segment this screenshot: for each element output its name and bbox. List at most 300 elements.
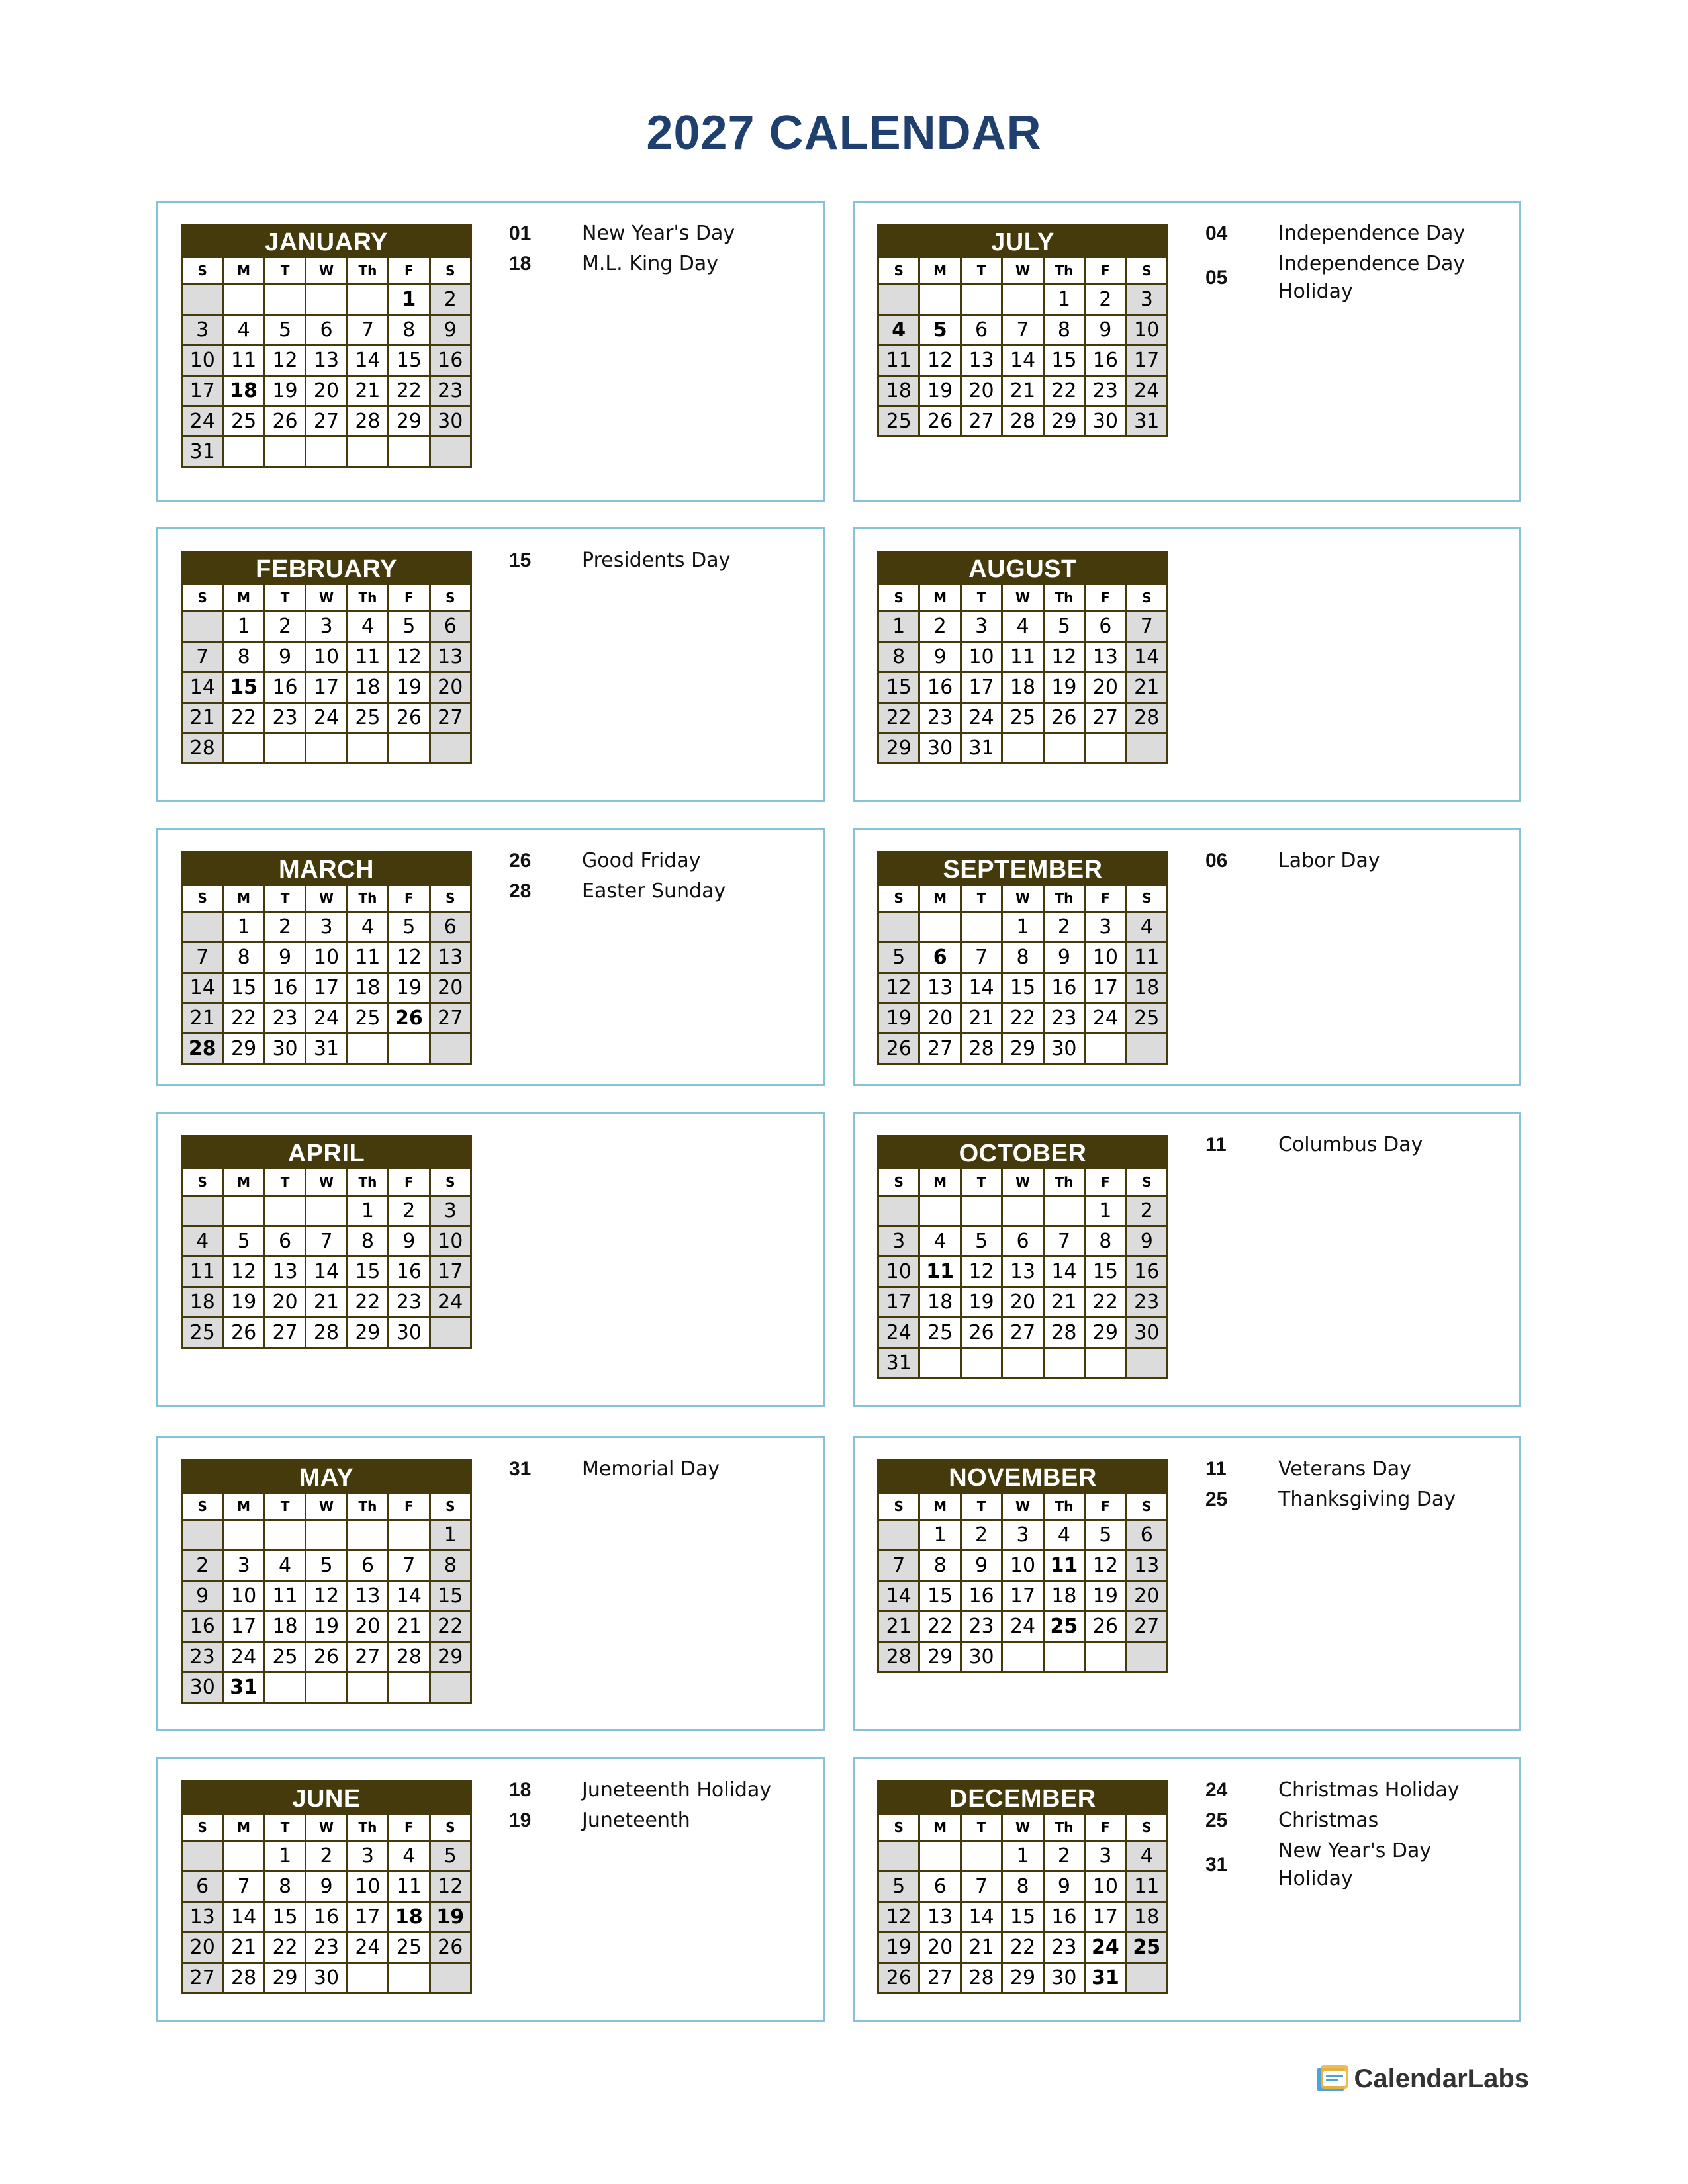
holiday-name: Veterans Day [1278, 1457, 1412, 1480]
day-cell: 22 [920, 1612, 959, 1641]
day-cell: 11 [879, 346, 918, 375]
empty-day-cell [265, 1673, 305, 1702]
day-cell: 16 [306, 1903, 346, 1931]
day-cell: 16 [920, 673, 959, 702]
month-panel-november [853, 1436, 1521, 1731]
day-cell: 31 [224, 1673, 263, 1702]
day-cell: 24 [879, 1318, 918, 1347]
day-cell: 5 [1045, 612, 1084, 641]
weekday-header: T [265, 585, 305, 610]
day-cell: 23 [389, 1288, 428, 1316]
empty-day-cell [183, 913, 222, 941]
day-cell: 31 [1127, 407, 1166, 435]
day-cell: 26 [962, 1318, 1001, 1347]
day-cell: 9 [183, 1582, 222, 1610]
day-cell: 26 [879, 1964, 918, 1992]
day-cell: 8 [1045, 316, 1084, 344]
empty-day-cell [879, 1521, 918, 1549]
day-grid [877, 1494, 1168, 1673]
holiday-item [509, 878, 810, 905]
day-cell: 27 [1127, 1612, 1166, 1641]
holiday-item [509, 547, 810, 574]
weekday-header: S [1127, 258, 1166, 283]
day-cell: 14 [962, 1903, 1001, 1931]
day-cell: 4 [1003, 612, 1042, 641]
holiday-name: Christmas Holiday [1278, 1778, 1460, 1801]
day-cell: 4 [1127, 1842, 1166, 1870]
weekday-header: W [306, 585, 346, 610]
weekday-header: T [265, 1494, 305, 1519]
month-panel-june [156, 1757, 825, 2022]
day-cell: 2 [306, 1842, 346, 1870]
day-cell: 19 [962, 1288, 1001, 1316]
weekday-header: S [1127, 1169, 1166, 1195]
day-cell: 30 [1045, 1964, 1084, 1992]
day-cell: 14 [348, 346, 387, 375]
day-cell: 9 [431, 316, 470, 344]
day-cell: 10 [962, 643, 1001, 671]
mini-calendar [877, 1780, 1168, 1994]
empty-day-cell [306, 1521, 346, 1549]
day-cell: 15 [1086, 1257, 1125, 1286]
day-cell: 2 [962, 1521, 1001, 1549]
day-cell: 15 [1045, 346, 1084, 375]
day-cell: 26 [265, 407, 305, 435]
day-cell: 22 [1003, 1933, 1042, 1962]
weekday-header: Th [348, 886, 387, 911]
mini-calendar [181, 551, 472, 764]
holiday-item [509, 220, 810, 248]
weekday-header: S [183, 585, 222, 610]
empty-day-cell [389, 1673, 428, 1702]
day-cell: 15 [265, 1903, 305, 1931]
day-cell: 15 [348, 1257, 387, 1286]
empty-day-cell [389, 1034, 428, 1063]
month-panel-september [853, 828, 1521, 1086]
day-cell: 3 [879, 1227, 918, 1255]
day-cell: 19 [306, 1612, 346, 1641]
day-cell: 20 [920, 1004, 959, 1032]
month-name: JULY [877, 224, 1168, 258]
day-cell: 30 [1127, 1318, 1166, 1347]
day-cell: 15 [920, 1582, 959, 1610]
day-cell: 17 [431, 1257, 470, 1286]
weekday-header: F [1086, 585, 1125, 610]
holiday-list [509, 220, 810, 281]
day-cell: 27 [306, 407, 346, 435]
day-cell: 6 [348, 1551, 387, 1580]
mini-calendar [877, 1459, 1168, 1673]
empty-day-cell [306, 1197, 346, 1225]
mini-calendar [181, 1135, 472, 1349]
holiday-item [1205, 1776, 1506, 1804]
weekday-header: T [265, 886, 305, 911]
weekday-header: Th [1045, 1494, 1084, 1519]
day-cell: 19 [920, 377, 959, 405]
empty-day-cell [348, 734, 387, 762]
holiday-name: Easter Sunday [582, 880, 726, 903]
day-cell: 25 [1127, 1933, 1166, 1962]
day-cell: 29 [348, 1318, 387, 1347]
empty-day-cell [306, 734, 346, 762]
day-cell: 10 [1086, 1872, 1125, 1901]
weekday-header: M [224, 1169, 263, 1195]
weekday-header: S [431, 258, 470, 283]
day-cell: 31 [879, 1349, 918, 1377]
empty-day-cell [1003, 1643, 1042, 1671]
weekday-header: M [224, 1815, 263, 1840]
day-cell: 23 [1127, 1288, 1166, 1316]
month-name: APRIL [181, 1135, 472, 1169]
day-cell: 15 [1003, 1903, 1042, 1931]
empty-day-cell [224, 437, 263, 466]
holiday-name: Thanksgiving Day [1278, 1488, 1456, 1511]
holiday-list [1205, 1131, 1506, 1161]
weekday-header: T [962, 585, 1001, 610]
empty-day-cell [183, 1521, 222, 1549]
day-cell: 28 [183, 1034, 222, 1063]
day-cell: 20 [1003, 1288, 1042, 1316]
empty-day-cell [1086, 734, 1125, 762]
day-cell: 25 [1127, 1004, 1166, 1032]
day-cell: 19 [1086, 1582, 1125, 1610]
empty-day-cell [306, 437, 346, 466]
day-cell: 28 [183, 734, 222, 762]
day-cell: 11 [1127, 1872, 1166, 1901]
day-cell: 22 [1003, 1004, 1042, 1032]
day-cell: 28 [1003, 407, 1042, 435]
day-grid [877, 585, 1168, 764]
day-cell: 6 [1003, 1227, 1042, 1255]
weekday-header: S [431, 585, 470, 610]
day-cell: 8 [1086, 1227, 1125, 1255]
day-cell: 3 [1003, 1521, 1042, 1549]
day-cell: 3 [962, 612, 1001, 641]
day-cell: 7 [1003, 316, 1042, 344]
day-cell: 29 [389, 407, 428, 435]
day-cell: 11 [348, 643, 387, 671]
day-cell: 18 [1127, 974, 1166, 1002]
empty-day-cell [224, 734, 263, 762]
day-cell: 3 [183, 316, 222, 344]
empty-day-cell [920, 1842, 959, 1870]
day-cell: 10 [431, 1227, 470, 1255]
day-cell: 7 [879, 1551, 918, 1580]
day-cell: 20 [265, 1288, 305, 1316]
weekday-header: F [389, 1494, 428, 1519]
day-cell: 12 [306, 1582, 346, 1610]
holiday-list [1205, 220, 1506, 308]
empty-day-cell [224, 1521, 263, 1549]
day-cell: 26 [1045, 704, 1084, 732]
day-cell: 16 [1045, 974, 1084, 1002]
brand-name: CalendarLabs [1354, 2064, 1529, 2093]
calendar-icon [1315, 2064, 1350, 2094]
day-cell: 23 [1045, 1004, 1084, 1032]
day-cell: 7 [962, 1872, 1001, 1901]
day-cell: 8 [389, 316, 428, 344]
day-cell: 11 [920, 1257, 959, 1286]
day-cell: 29 [265, 1964, 305, 1992]
day-cell: 6 [962, 316, 1001, 344]
day-cell: 8 [348, 1227, 387, 1255]
weekday-header: Th [348, 1494, 387, 1519]
day-cell: 2 [1045, 1842, 1084, 1870]
day-cell: 12 [920, 346, 959, 375]
day-cell: 6 [920, 1872, 959, 1901]
day-cell: 9 [920, 643, 959, 671]
day-cell: 25 [348, 704, 387, 732]
day-cell: 8 [431, 1551, 470, 1580]
weekday-header: S [431, 1494, 470, 1519]
day-cell: 1 [1003, 1842, 1042, 1870]
day-cell: 19 [1045, 673, 1084, 702]
day-cell: 26 [224, 1318, 263, 1347]
weekday-header: T [962, 1815, 1001, 1840]
day-cell: 8 [879, 643, 918, 671]
month-name: AUGUST [877, 551, 1168, 585]
day-cell: 29 [1003, 1034, 1042, 1063]
day-cell: 18 [879, 377, 918, 405]
day-cell: 1 [1086, 1197, 1125, 1225]
weekday-header: F [1086, 1494, 1125, 1519]
day-cell: 20 [1127, 1582, 1166, 1610]
day-cell: 15 [389, 346, 428, 375]
day-cell: 15 [224, 673, 263, 702]
holiday-date: 25 [1205, 1488, 1228, 1510]
holiday-date: 04 [1205, 222, 1228, 244]
day-cell: 28 [389, 1643, 428, 1671]
day-cell: 16 [1045, 1903, 1084, 1931]
weekday-header: Th [1045, 886, 1084, 911]
day-cell: 21 [389, 1612, 428, 1641]
weekday-header: S [879, 258, 918, 283]
weekday-header: W [1003, 585, 1042, 610]
day-cell: 11 [389, 1872, 428, 1901]
empty-day-cell [962, 913, 1001, 941]
day-cell: 7 [1045, 1227, 1084, 1255]
day-cell: 9 [306, 1872, 346, 1901]
day-cell: 1 [224, 913, 263, 941]
day-cell: 4 [224, 316, 263, 344]
weekday-header: S [1127, 1815, 1166, 1840]
day-cell: 2 [1086, 285, 1125, 314]
day-cell: 14 [183, 673, 222, 702]
day-cell: 20 [348, 1612, 387, 1641]
holiday-name: Independence Day Holiday [1278, 252, 1466, 303]
month-name: JANUARY [181, 224, 472, 258]
day-cell: 5 [962, 1227, 1001, 1255]
holiday-list [509, 1776, 810, 1837]
empty-day-cell [879, 1197, 918, 1225]
day-cell: 11 [224, 346, 263, 375]
day-cell: 29 [1003, 1964, 1042, 1992]
day-cell: 13 [1086, 643, 1125, 671]
day-cell: 26 [306, 1643, 346, 1671]
day-cell: 14 [879, 1582, 918, 1610]
day-cell: 12 [265, 346, 305, 375]
day-cell: 6 [920, 943, 959, 972]
empty-day-cell [1003, 1349, 1042, 1377]
day-cell: 1 [879, 612, 918, 641]
day-cell: 22 [265, 1933, 305, 1962]
day-cell: 21 [1003, 377, 1042, 405]
day-cell: 26 [1086, 1612, 1125, 1641]
empty-day-cell [1045, 1349, 1084, 1377]
day-cell: 22 [431, 1612, 470, 1641]
holiday-name: New Year's Day Holiday [1278, 1839, 1432, 1890]
day-cell: 9 [1127, 1227, 1166, 1255]
empty-day-cell [920, 285, 959, 314]
day-cell: 7 [389, 1551, 428, 1580]
day-cell: 23 [306, 1933, 346, 1962]
day-grid [181, 258, 472, 468]
weekday-header: S [1127, 886, 1166, 911]
empty-day-cell [265, 1197, 305, 1225]
day-cell: 8 [1003, 943, 1042, 972]
day-cell: 21 [183, 1004, 222, 1032]
day-cell: 25 [879, 407, 918, 435]
empty-day-cell [1127, 734, 1166, 762]
day-cell: 23 [920, 704, 959, 732]
empty-day-cell [879, 285, 918, 314]
day-cell: 24 [183, 407, 222, 435]
day-cell: 18 [265, 1612, 305, 1641]
day-cell: 9 [962, 1551, 1001, 1580]
month-panel-october [853, 1112, 1521, 1407]
month-panel-march [156, 828, 825, 1086]
holiday-item [1205, 250, 1506, 306]
day-cell: 11 [1127, 943, 1166, 972]
day-cell: 29 [1086, 1318, 1125, 1347]
month-name: FEBRUARY [181, 551, 472, 585]
weekday-header: Th [348, 1815, 387, 1840]
day-cell: 26 [879, 1034, 918, 1063]
day-cell: 21 [306, 1288, 346, 1316]
day-cell: 19 [224, 1288, 263, 1316]
day-cell: 11 [183, 1257, 222, 1286]
holiday-date: 06 [1205, 850, 1228, 872]
day-cell: 5 [265, 316, 305, 344]
empty-day-cell [1045, 1643, 1084, 1671]
weekday-header: Th [1045, 1815, 1084, 1840]
day-cell: 29 [224, 1034, 263, 1063]
day-cell: 28 [224, 1964, 263, 1992]
day-cell: 19 [879, 1933, 918, 1962]
day-cell: 20 [920, 1933, 959, 1962]
day-cell: 15 [431, 1582, 470, 1610]
weekday-header: M [920, 886, 959, 911]
day-cell: 19 [389, 673, 428, 702]
day-cell: 13 [920, 974, 959, 1002]
day-cell: 30 [962, 1643, 1001, 1671]
empty-day-cell [1127, 1964, 1166, 1992]
empty-day-cell [265, 734, 305, 762]
day-cell: 10 [1127, 316, 1166, 344]
day-cell: 3 [306, 612, 346, 641]
day-cell: 4 [1127, 913, 1166, 941]
day-grid [877, 886, 1168, 1065]
weekday-header: S [879, 585, 918, 610]
day-cell: 22 [879, 704, 918, 732]
empty-day-cell [389, 734, 428, 762]
day-cell: 20 [431, 673, 470, 702]
day-cell: 21 [348, 377, 387, 405]
day-cell: 30 [183, 1673, 222, 1702]
day-grid [181, 886, 472, 1065]
day-cell: 13 [431, 643, 470, 671]
day-cell: 1 [265, 1842, 305, 1870]
weekday-header: Th [348, 1169, 387, 1195]
day-cell: 6 [431, 913, 470, 941]
holiday-date: 18 [509, 1779, 532, 1801]
day-cell: 13 [265, 1257, 305, 1286]
day-cell: 13 [920, 1903, 959, 1931]
day-cell: 30 [431, 407, 470, 435]
day-cell: 13 [348, 1582, 387, 1610]
holiday-item [1205, 847, 1506, 875]
day-cell: 14 [224, 1903, 263, 1931]
holiday-item [509, 847, 810, 875]
day-cell: 27 [431, 704, 470, 732]
empty-day-cell [183, 1842, 222, 1870]
day-cell: 24 [348, 1933, 387, 1962]
empty-day-cell [265, 437, 305, 466]
mini-calendar [181, 1780, 472, 1994]
empty-day-cell [1086, 1349, 1125, 1377]
day-cell: 29 [879, 734, 918, 762]
day-cell: 14 [306, 1257, 346, 1286]
day-cell: 13 [962, 346, 1001, 375]
weekday-header: Th [1045, 258, 1084, 283]
day-cell: 3 [224, 1551, 263, 1580]
day-cell: 28 [962, 1964, 1001, 1992]
holiday-date: 15 [509, 549, 532, 571]
day-cell: 25 [224, 407, 263, 435]
month-panel-december [853, 1757, 1521, 2022]
day-cell: 20 [431, 974, 470, 1002]
day-cell: 14 [1003, 346, 1042, 375]
empty-day-cell [431, 734, 470, 762]
empty-day-cell [1003, 1197, 1042, 1225]
day-cell: 6 [265, 1227, 305, 1255]
day-cell: 10 [224, 1582, 263, 1610]
day-cell: 27 [920, 1964, 959, 1992]
day-cell: 22 [224, 704, 263, 732]
weekday-header: S [183, 1815, 222, 1840]
day-cell: 10 [183, 346, 222, 375]
day-grid [181, 585, 472, 764]
day-cell: 16 [1086, 346, 1125, 375]
holiday-item [509, 1776, 810, 1804]
day-cell: 30 [265, 1034, 305, 1063]
day-cell: 28 [348, 407, 387, 435]
day-cell: 21 [224, 1933, 263, 1962]
day-cell: 7 [306, 1227, 346, 1255]
day-cell: 24 [1086, 1933, 1125, 1962]
weekday-header: M [920, 1815, 959, 1840]
day-cell: 17 [224, 1612, 263, 1641]
empty-day-cell [920, 913, 959, 941]
weekday-header: W [306, 1169, 346, 1195]
holiday-name: Independence Day [1278, 222, 1466, 245]
empty-day-cell [1127, 1034, 1166, 1063]
day-cell: 13 [1003, 1257, 1042, 1286]
day-cell: 8 [920, 1551, 959, 1580]
weekday-header: W [306, 886, 346, 911]
month-panel-july [853, 201, 1521, 502]
day-cell: 22 [389, 377, 428, 405]
